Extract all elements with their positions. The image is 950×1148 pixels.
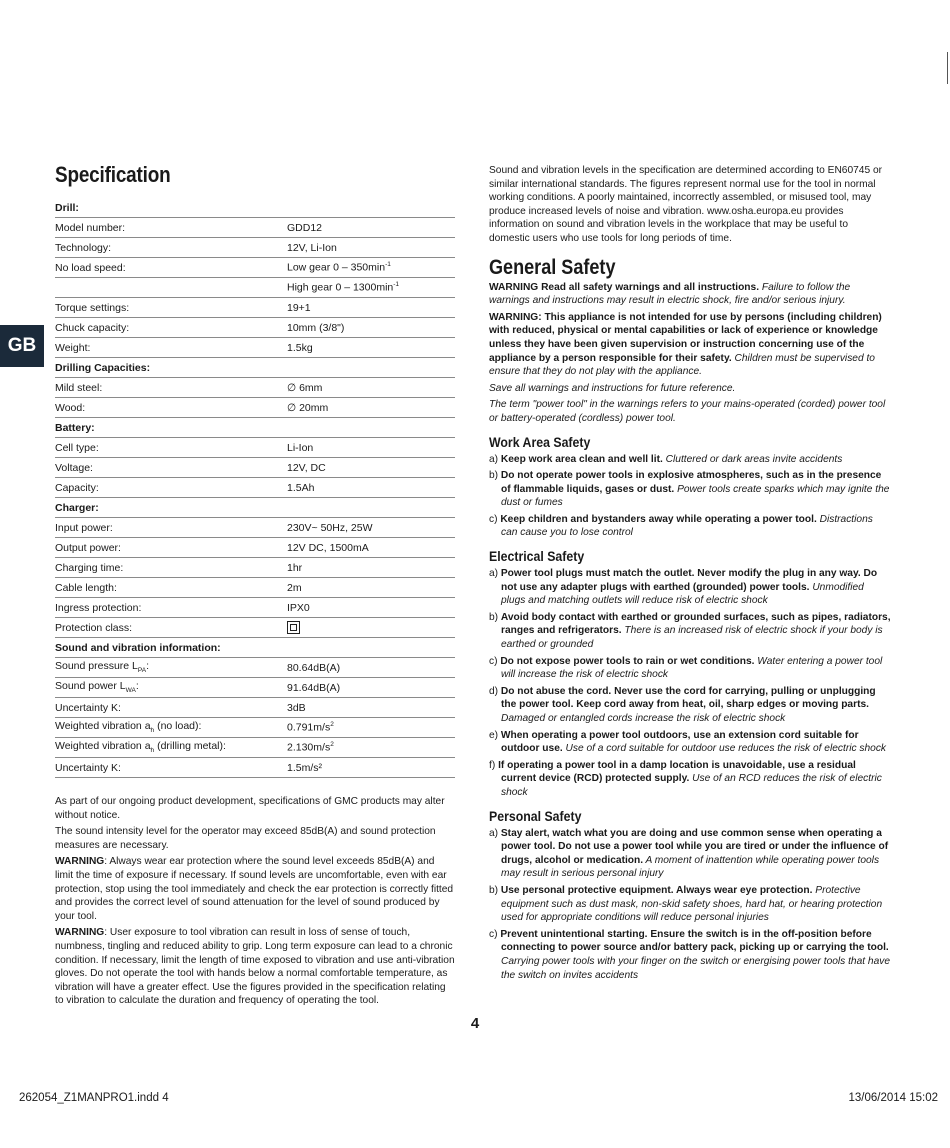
- spec-value: IPX0: [287, 598, 455, 618]
- bold-text: Do not expose power tools to rain or wet conditions.: [500, 655, 755, 667]
- spec-value: 1hr: [287, 558, 455, 578]
- spec-superscript: -1: [393, 281, 400, 289]
- spec-row: [55, 238, 455, 258]
- spec-row: [55, 398, 455, 418]
- safety-column: [489, 164, 891, 985]
- spec-label: Battery:: [55, 418, 287, 438]
- item-prefix: d): [489, 685, 501, 697]
- italic-text: There is an increased risk of electric shock if your body is earthed or grounded: [501, 625, 883, 651]
- spec-note: WARNING: Always wear ear protection where the sound level exceeds 85dB(A) and limit the time of exposure if necessary. If sound levels are uncomfortable, even with ear protection, stop using the tool immediately and check the ear protection is correctly fitted and provides the correct level of sound attenuation for the level of sound produced by your tool.: [55, 856, 454, 922]
- spec-row: [55, 438, 455, 458]
- page-number: 4: [470, 1015, 480, 1032]
- spec-row: [55, 758, 455, 778]
- specification-table: [55, 198, 455, 778]
- spec-label: Uncertainty K:: [55, 758, 287, 778]
- spec-value: 91.64dB(A): [287, 678, 455, 698]
- safety-item: [489, 928, 891, 982]
- spec-label: Mild steel:: [55, 378, 287, 398]
- spec-value: [287, 618, 455, 638]
- spec-label: Sound pressure $L_{PA}$:: [55, 658, 287, 678]
- spec-label: Charging time:: [55, 558, 287, 578]
- spec-subscript: PA: [137, 667, 147, 675]
- spec-value: Li-Ion: [287, 438, 455, 458]
- spec-label: Voltage:: [55, 458, 287, 478]
- spec-value: High gear $0 - 1300\min^{-1}$: [287, 278, 455, 298]
- safety-section-title: Work Area Safety: [489, 433, 591, 450]
- safety-section-title: Electrical Safety: [489, 548, 585, 565]
- spec-superscript: 2: [330, 741, 334, 749]
- spec-note: The sound intensity level for the operator may exceed 85dB(A) and sound protection measures are necessary.: [55, 826, 436, 851]
- spec-row: [55, 738, 455, 758]
- safety-item: [489, 567, 891, 608]
- sound-vibration-intro: Sound and vibration levels in the specification are determined according to EN60745 or similar international standards. The figures represent normal use for the tool in normal working conditions. A poorly maintained, incorrectly assembled, or misused tool, may produce increased levels of noise and vibration. www.osha.europa.eu provides information on sound and vibration levels in the workplace that may be useful to domestic users who use tools for long periods of time.: [489, 165, 883, 244]
- spec-label: Capacity:: [55, 478, 287, 498]
- italic-text: Children must be supervised to ensure that they do not play with the appliance.: [489, 352, 875, 378]
- spec-row: [55, 318, 455, 338]
- general-safety-paragraph: [489, 281, 891, 308]
- warning-label: WARNING: [55, 856, 105, 868]
- safety-item: [489, 685, 891, 726]
- item-prefix: b): [489, 884, 501, 896]
- spec-row: [55, 658, 455, 678]
- spec-value: 19+1: [287, 298, 455, 318]
- spec-label: Drill:: [55, 198, 287, 218]
- spec-row: [55, 538, 455, 558]
- spec-section-row: [55, 418, 455, 438]
- spec-label: Drilling Capacities:: [55, 358, 287, 378]
- spec-label: Wood:: [55, 398, 287, 418]
- bold-text: If operating a power tool in a damp location is unavoidable, use a residual current device (RCD) protected supply.: [498, 759, 856, 785]
- spec-value: 1.5kg: [287, 338, 455, 358]
- spec-subscript: WA: [125, 687, 136, 695]
- spec-section-row: [55, 358, 455, 378]
- spec-row: [55, 718, 455, 738]
- safety-item: [489, 513, 891, 540]
- spec-row: [55, 598, 455, 618]
- spec-value: $2.130m/s^2$: [287, 738, 455, 758]
- italic-text: Use of an RCD reduces the risk of electric shock: [501, 773, 882, 798]
- spec-label: Cell type:: [55, 438, 287, 458]
- italic-text: Carrying power tools with your finger on the switch or energising power tools that have the switch on invites accidents: [501, 955, 891, 981]
- safety-item: [489, 469, 891, 510]
- language-tab-label: GB: [7, 335, 37, 356]
- bold-text: Prevent unintentional starting. Ensure the switch is in the off-position before connecting to power source and/or battery pack, picking up or carrying the tool.: [500, 928, 889, 954]
- spec-row: [55, 458, 455, 478]
- spec-value: ∅ 20mm: [287, 398, 455, 418]
- safety-item: [489, 453, 891, 467]
- spec-value: 12V DC, 1500mA: [287, 538, 455, 558]
- spec-label: Protection class:: [55, 618, 287, 638]
- spec-value: 2m: [287, 578, 455, 598]
- bold-text: WARNING Read all safety warnings and all instructions.: [489, 281, 760, 293]
- safety-sections: [489, 434, 891, 983]
- spec-value: 80.64dB(A): [287, 658, 455, 678]
- spec-row: [55, 298, 455, 318]
- spec-value: [287, 198, 455, 218]
- spec-value: ∅ 6mm: [287, 378, 455, 398]
- spec-note: WARNING: User exposure to tool vibration can result in loss of sense of touch, numbness, tingling and reduced ability to grip. Long term exposure can lead to a chronic condition. If necessary, limit the length of time exposed to vibration and use anti-vibration gloves. Do not operate the tool with hands below a normal comfortable temperature, as vibration will have a greater effect. Use the figures provided in the specification relating to vibration to calculate the duration and frequency of operating the tool.: [55, 927, 455, 1007]
- item-prefix: a): [489, 827, 501, 839]
- spec-label: Sound and vibration information:: [55, 638, 287, 658]
- bold-text: Keep work area clean and well lit.: [500, 453, 663, 465]
- safety-item: [489, 759, 891, 800]
- class-ii-double-square-icon: [287, 621, 300, 634]
- spec-value: [287, 638, 455, 658]
- spec-subscript: h: [150, 727, 155, 735]
- spec-row: [55, 558, 455, 578]
- item-prefix: f): [489, 759, 499, 771]
- spec-value: 230V~ 50Hz, 25W: [287, 518, 455, 538]
- bold-text: WARNING: This appliance is not intended for use by persons (including children) with reduced, physical or mental capabilities or lack of experience or knowledge unless they have been given supervision or instruction concerning use of the appliance by a person responsible for their safety.: [489, 311, 882, 364]
- safety-item: [489, 884, 891, 925]
- item-prefix: b): [489, 470, 501, 482]
- spec-label: Technology:: [55, 238, 287, 258]
- spec-label: Sound power $L_{WA}$:: [55, 678, 287, 698]
- footer-filename: 262054_Z1MANPRO1.indd 4: [19, 1092, 169, 1104]
- general-safety-paragraphs: [489, 281, 891, 426]
- spec-row: [55, 618, 455, 638]
- italic-text: Power tools create sparks which may ignite the dust or fumes: [501, 483, 890, 509]
- safety-item: [489, 827, 891, 881]
- spec-row: [55, 218, 455, 238]
- bold-text: Stay alert, watch what you are doing and use common sense when operating a power tool. Do not use a power tool while you are tired or under the influence of drugs, alcohol or medication.: [500, 827, 889, 866]
- safety-item: [489, 655, 891, 682]
- item-prefix: a): [489, 453, 501, 465]
- safety-item: [489, 611, 891, 652]
- bold-text: Keep children and bystanders away while operating a power tool.: [500, 513, 817, 525]
- bold-text: When operating a power tool outdoors, use an extension cord suitable for outdoor use.: [500, 729, 859, 755]
- item-prefix: b): [489, 611, 501, 623]
- item-prefix: c): [489, 513, 501, 525]
- item-prefix: e): [489, 729, 501, 741]
- spec-value: [287, 498, 455, 518]
- spec-value: [287, 358, 455, 378]
- warning-label: WARNING: [55, 927, 105, 939]
- spec-section-row: [55, 498, 455, 518]
- spec-row: [55, 678, 455, 698]
- italic-text: Damaged or entangled cords increase the risk of electric shock: [501, 713, 786, 724]
- spec-section-row: [55, 198, 455, 218]
- spec-label: Cable length:: [55, 578, 287, 598]
- italic-text: A moment of inattention while operating power tools may result in serious personal injury: [501, 854, 880, 880]
- spec-subscript: h: [150, 747, 155, 755]
- spec-row: [55, 578, 455, 598]
- bold-text: Do not abuse the cord. Never use the cord for carrying, pulling or unplugging the power tool. Keep cord away from heat, oil, sharp edges or moving parts.: [500, 685, 876, 711]
- spec-note: As part of our ongoing product development, specifications of GMC products may alter without notice.: [55, 796, 445, 821]
- spec-label: [55, 278, 287, 298]
- bold-text: Do not operate power tools in explosive atmospheres, such as in the presence of flammable liquids, gases or dust.: [500, 470, 882, 495]
- italic-text: Water entering a power tool will increase the risk of electric shock: [501, 655, 883, 681]
- spec-label: Ingress protection:: [55, 598, 287, 618]
- italic-text: Protective equipment such as dust mask, non-skid safety shoes, hard hat, or hearing protection used for appropriate conditions will reduce personal injuries: [501, 884, 883, 924]
- safety-section-title: Personal Safety: [489, 807, 582, 824]
- spec-row: [55, 518, 455, 538]
- footer-datetime: 13/06/2014 15:02: [848, 1092, 938, 1104]
- item-prefix: c): [489, 655, 501, 667]
- spec-label: Model number:: [55, 218, 287, 238]
- general-safety-paragraph: [489, 382, 891, 396]
- spec-label: Uncertainty K:: [55, 698, 287, 718]
- spec-value: 12V, Li-Ion: [287, 238, 455, 258]
- spec-superscript: -1: [385, 261, 391, 269]
- italic-text: Cluttered or dark areas invite accidents: [662, 453, 843, 465]
- italic-text: The term "power tool" in the warnings refers to your mains-operated (corded) power tool or battery-operated (cordless) power tool.: [489, 399, 886, 424]
- spec-label: Output power:: [55, 538, 287, 558]
- specification-column: [55, 162, 455, 1011]
- spec-label: Charger:: [55, 498, 287, 518]
- italic-text: Distractions can cause you to lose control: [501, 513, 873, 539]
- safety-item: [489, 729, 891, 756]
- general-safety-paragraph: [489, 398, 891, 425]
- spec-label: Chuck capacity:: [55, 318, 287, 338]
- spec-label: Input power:: [55, 518, 287, 538]
- spec-value: Low gear $0 - 350\min^{-1}$: [287, 258, 455, 278]
- spec-label: Weighted vibration $a_h$ (no load):: [55, 718, 287, 738]
- spec-value: 12V, DC: [287, 458, 455, 478]
- specification-notes: [55, 795, 455, 1008]
- spec-label: No load speed:: [55, 258, 287, 278]
- general-safety-paragraph: [489, 311, 891, 379]
- italic-text: Unmodified plugs and matching outlets will reduce risk of electric shock: [501, 581, 864, 607]
- italic-text: Failure to follow the warnings and instructions may result in electric shock, fire and/or serious injury.: [489, 281, 851, 307]
- spec-value: [287, 418, 455, 438]
- spec-row: [55, 338, 455, 358]
- spec-label: Torque settings:: [55, 298, 287, 318]
- item-prefix: c): [489, 928, 501, 940]
- spec-value: 1.5m/s²: [287, 758, 455, 778]
- spec-value: 1.5Ah: [287, 478, 455, 498]
- spec-value: GDD12: [287, 218, 455, 238]
- crop-mark: [947, 52, 948, 84]
- spec-row: [55, 278, 455, 298]
- italic-text: Save all warnings and instructions for future reference.: [489, 382, 736, 394]
- spec-superscript: 2: [330, 721, 334, 729]
- specification-title: Specification: [55, 162, 171, 187]
- spec-row: [55, 378, 455, 398]
- spec-row: [55, 258, 455, 278]
- bold-text: Avoid body contact with earthed or grounded surfaces, such as pipes, radiators, ranges and refrigerators.: [500, 611, 891, 637]
- spec-section-row: [55, 638, 455, 658]
- spec-label: Weight:: [55, 338, 287, 358]
- spec-value: 10mm (3/8"): [287, 318, 455, 338]
- general-safety-title: General Safety: [489, 255, 616, 279]
- spec-value: 3dB: [287, 698, 455, 718]
- spec-row: [55, 698, 455, 718]
- italic-text: Use of a cord suitable for outdoor use reduces the risk of electric shock: [562, 743, 887, 755]
- spec-label: Weighted vibration $a_h$ (drilling metal):: [55, 738, 287, 758]
- bold-text: Power tool plugs must match the outlet. Never modify the plug in any way. Do not use any adapter plugs with earthed (grounded) power tools.: [500, 568, 878, 593]
- language-tab-gb: [0, 325, 44, 367]
- spec-value: $0.791m/s^2$: [287, 718, 455, 738]
- bold-text: Use personal protective equipment. Always wear eye protection.: [500, 884, 813, 896]
- spec-row: [55, 478, 455, 498]
- item-prefix: a): [489, 568, 501, 580]
